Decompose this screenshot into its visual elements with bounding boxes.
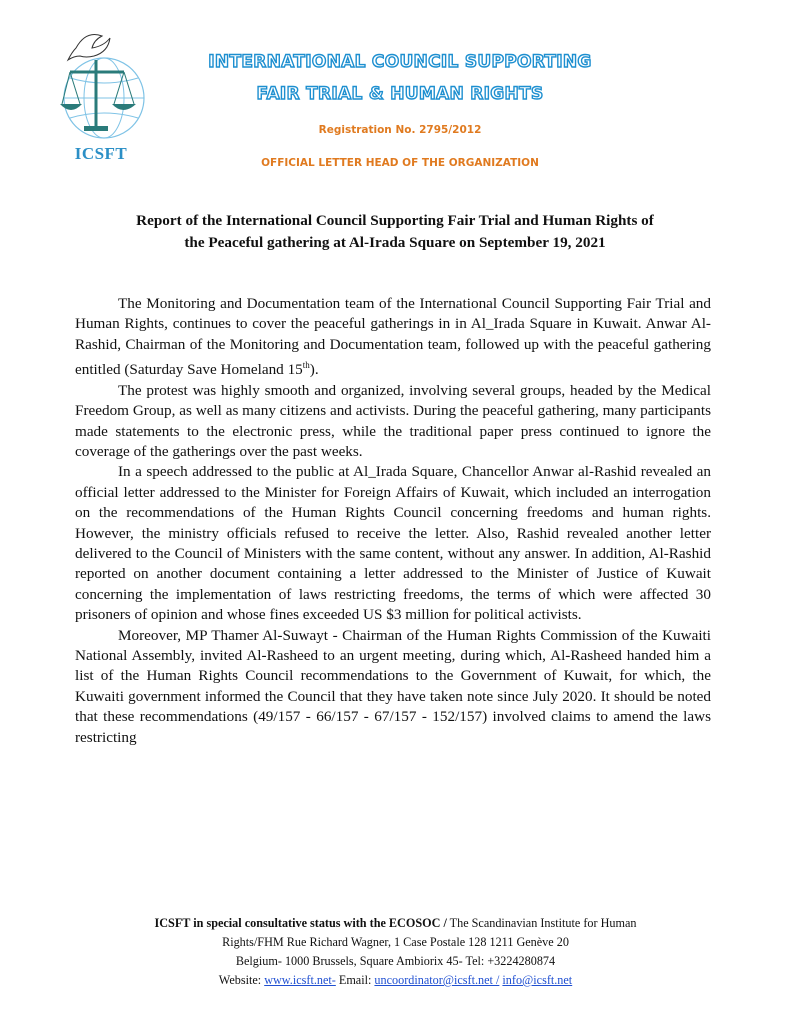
paragraph-3: In a speech addressed to the public at Al_Irada Square, Chancellor Anwar al-Rashid revealed an official letter addressed to the Minister for Foreign Affairs of Kuwait, which included an interrogation on the recommendations of the Human Rights Council concerning freedoms and human rights. However, the ministry officials refused to receive the letter. Also, Rashid revealed another letter delivered to the Council of Ministers with the same content, without any answer. In addition, Al-Rashid reported on another document containing a letter addressed to the Minister of Justice of Kuwait concerning the implementation of laws restricting freedoms, the terms of which were affected 30 prisoners of opinion and whose fines exceeded US $3 million for political activists. [75,463,711,624]
official-letterhead-label: OFFICIAL LETTER HEAD OF THE ORGANIZATION [261,157,539,169]
report-title [60,210,730,254]
report-title-line2: the Peaceful gathering at Al-Irada Square on September 19, 2021 [184,234,606,251]
footer-line2: Rights/FHM Rue Richard Wagner, 1 Case Postale 128 1211 Genève 20 [222,935,569,949]
footer-line3: Belgium- 1000 Brussels, Square Ambiorix 45- Tel: +3224280874 [235,954,556,968]
paragraph-2: The protest was highly smooth and organized, involving several groups, headed by the Medical Freedom Group, as well as many citizens and activists. During the peaceful gathering, many participants made statements to the electronic press, while the traditional paper press continued to ignore the coverage of the gatherings over the past weeks. [75,381,711,460]
letterhead [0,0,791,190]
email-link-info[interactable]: info@icsft.net [502,973,573,987]
superscript-th: th [302,360,310,371]
organization-name-line1: INTERNATIONAL COUNCIL SUPPORTING [208,52,592,72]
footer-institute: The Scandinavian Institute for Human [446,916,637,930]
dove-scales-globe-icon [46,26,156,146]
footer-line1 [60,914,731,933]
paragraph-1 [75,294,711,381]
paragraph-1-end: ). [309,361,319,379]
logo-acronym: ICSFT [74,144,128,163]
website-link[interactable]: www.icsft.net- [264,973,336,987]
report-body [75,294,711,748]
footer [60,914,731,990]
footer-consultative-status: ICSFT in special consultative status with the ECOSOC / [154,916,447,930]
paragraph-1-text: The Monitoring and Documentation team of the International Council Supporting Fair Trial and Human Rights, continues to cover the peaceful gatherings in in Al_Irada Square in Kuwait. Anwar Al-Rashid, Chairman of the Monitoring and Documentation team, followed up with the peaceful gathering entitled (Saturday Save Homeland 15 [75,295,711,379]
report-title-line1: Report of the International Council Supporting Fair Trial and Human Rights of [136,212,654,229]
footer-line4 [60,971,731,990]
email-label: Email: [335,973,375,987]
organization-name-line2: FAIR TRIAL & HUMAN RIGHTS [256,84,544,104]
website-label: Website: [218,973,265,987]
email-link-uncoordinator[interactable]: uncoordinator@icsft.net / [374,973,500,987]
registration-number: Registration No. 2795/2012 [318,124,482,136]
paragraph-4: Moreover, MP Thamer Al-Suwayt - Chairman of the Human Rights Commission of the Kuwaiti National Assembly, invited Al-Rasheed to an urgent meeting, during which, Al-Rasheed handed him a list of the Human Rights Council recommendations to the Government of Kuwait, for which, the Kuwaiti government informed the Council that they have taken note since July 2020. It should be noted that these recommendations (49/157 - 66/157 - 67/157 - 152/157) involved claims to amend the laws restricting [75,626,711,746]
organization-logo [46,26,156,171]
